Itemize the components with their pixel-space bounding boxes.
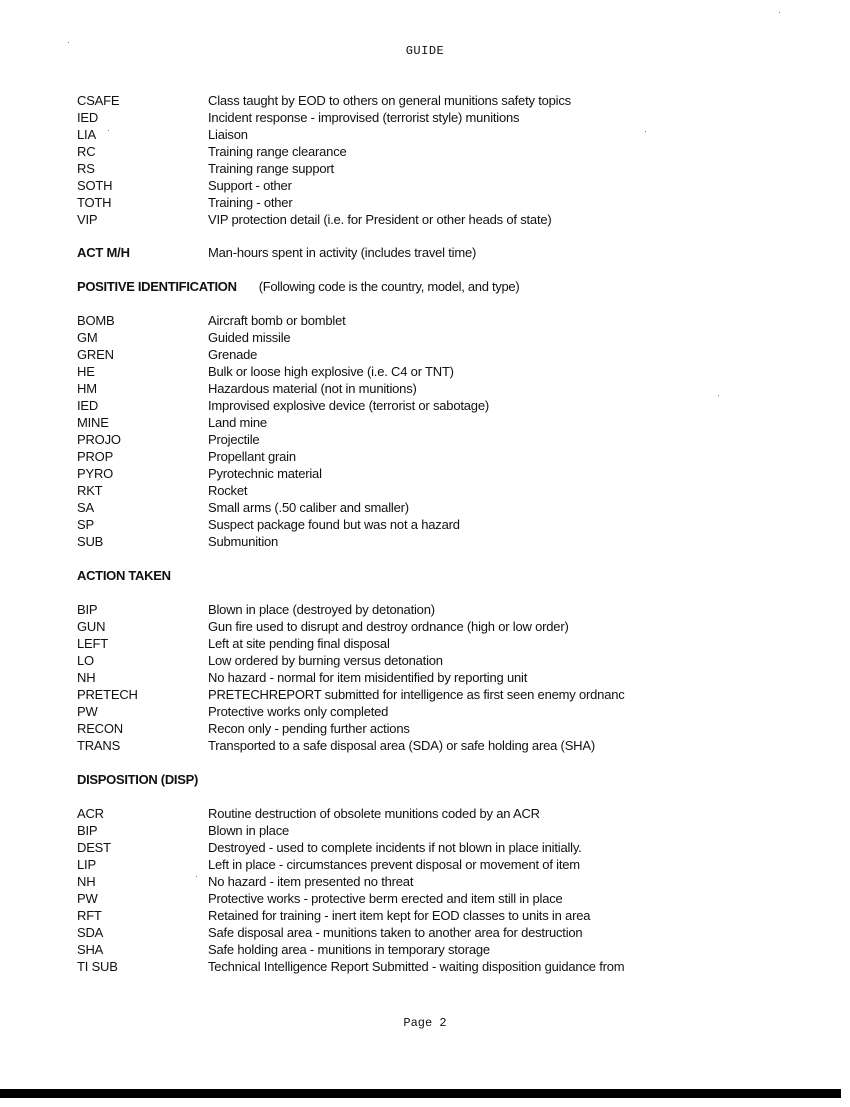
description: Small arms (.50 caliber and smaller) <box>208 500 409 515</box>
description: Projectile <box>208 432 260 447</box>
page-number: Page 2 <box>403 1016 447 1030</box>
description: Hazardous material (not in munitions) <box>208 381 417 396</box>
list-item <box>77 703 777 720</box>
list-item <box>77 856 777 873</box>
list-item <box>77 958 777 975</box>
list-item <box>77 143 777 160</box>
description: Left in place - circumstances prevent disposal or movement of item <box>208 857 580 872</box>
code: SP <box>77 517 94 532</box>
code: TRANS <box>77 738 121 753</box>
list-item <box>77 652 777 669</box>
scan-speck <box>645 131 646 132</box>
section-title-disposition: DISPOSITION (DISP) <box>77 772 199 787</box>
description: Low ordered by burning versus detonation <box>208 653 443 668</box>
code: SUB <box>77 534 104 549</box>
glossary-content <box>77 92 777 975</box>
description: Suspect package found but was not a hazard <box>208 517 460 532</box>
list-item <box>77 499 777 516</box>
description: Aircraft bomb or bomblet <box>208 313 346 328</box>
list-item <box>77 465 777 482</box>
spacer <box>77 295 777 312</box>
code: RFT <box>77 908 102 923</box>
list-item <box>77 805 777 822</box>
code: IED <box>77 398 99 413</box>
positive-identification-list <box>77 312 777 550</box>
code: BIP <box>77 823 98 838</box>
description: Rocket <box>208 483 248 498</box>
list-item <box>77 890 777 907</box>
list-item <box>77 907 777 924</box>
description: Training range support <box>208 161 334 176</box>
act-mh-row <box>77 244 777 261</box>
list-item <box>77 448 777 465</box>
description: Training range clearance <box>208 144 347 159</box>
code: VIP <box>77 212 98 227</box>
description: VIP protection detail (i.e. for President or other heads of state) <box>208 212 552 227</box>
description: Class taught by EOD to others on general munitions safety topics <box>208 93 571 108</box>
action-taken-list <box>77 601 777 754</box>
code: GREN <box>77 347 114 362</box>
list-item <box>77 873 777 890</box>
code: IED <box>77 110 99 125</box>
description: Technical Intelligence Report Submitted - waiting disposition guidance from <box>208 959 625 974</box>
code: BOMB <box>77 313 115 328</box>
code: DEST <box>77 840 111 855</box>
list-item <box>77 397 777 414</box>
list-item <box>77 924 777 941</box>
section-heading: POSITIVE IDENTIFICATION <box>77 279 237 294</box>
description: Guided missile <box>208 330 291 345</box>
description: Liaison <box>208 127 248 142</box>
description: Gun fire used to disrupt and destroy ordnance (high or low order) <box>208 619 569 634</box>
list-item <box>77 414 777 431</box>
code: BIP <box>77 602 98 617</box>
description: Safe disposal area - munitions taken to another area for destruction <box>208 925 583 940</box>
code: RC <box>77 144 96 159</box>
list-item <box>77 618 777 635</box>
list-item <box>77 92 777 109</box>
description: No hazard - item presented no threat <box>208 874 414 889</box>
code: GUN <box>77 619 106 634</box>
list-item <box>77 431 777 448</box>
description: Destroyed - used to complete incidents if not blown in place initially. <box>208 840 582 855</box>
code: PROJO <box>77 432 121 447</box>
section-title-action-taken: ACTION TAKEN <box>77 568 171 583</box>
code: RS <box>77 161 95 176</box>
scan-speck <box>68 42 69 43</box>
code: GM <box>77 330 98 345</box>
spacer <box>77 261 777 278</box>
description: Blown in place <box>208 823 290 838</box>
description: Grenade <box>208 347 258 362</box>
code: SDA <box>77 925 104 940</box>
description: Improvised explosive device (terrorist or sabotage) <box>208 398 489 413</box>
description: Routine destruction of obsolete munitions coded by an ACR <box>208 806 540 821</box>
code: CSAFE <box>77 93 120 108</box>
description: Training - other <box>208 195 293 210</box>
scan-speck <box>779 12 780 13</box>
list-item <box>77 380 777 397</box>
list-item <box>77 635 777 652</box>
code: HM <box>77 381 97 396</box>
description: Pyrotechnic material <box>208 466 322 481</box>
code: RECON <box>77 721 123 736</box>
scan-border-bar <box>0 1089 841 1098</box>
code: PRETECH <box>77 687 138 702</box>
description: Incident response - improvised (terrorist style) munitions <box>208 110 520 125</box>
scan-speck <box>196 876 197 877</box>
list-item <box>77 482 777 499</box>
code: HE <box>77 364 95 379</box>
code: SHA <box>77 942 104 957</box>
code: PROP <box>77 449 114 464</box>
code: LIA <box>77 127 96 142</box>
description: Recon only - pending further actions <box>208 721 410 736</box>
section-note: (Following code is the country, model, and type) <box>258 279 520 294</box>
description: Bulk or loose high explosive (i.e. C4 or TNT) <box>208 364 454 379</box>
description: Transported to a safe disposal area (SDA) or safe holding area (SHA) <box>208 738 595 753</box>
list-item <box>77 822 777 839</box>
disposition-list <box>77 805 777 975</box>
code: PYRO <box>77 466 114 481</box>
list-item <box>77 211 777 228</box>
description: Protective works - protective berm erected and item still in place <box>208 891 563 906</box>
code: PW <box>77 704 98 719</box>
list-item <box>77 312 777 329</box>
description: Safe holding area - munitions in temporary storage <box>208 942 490 957</box>
list-item <box>77 194 777 211</box>
code: RKT <box>77 483 103 498</box>
code: LO <box>77 653 94 668</box>
code: SA <box>77 500 94 515</box>
list-item <box>77 941 777 958</box>
description: Blown in place (destroyed by detonation) <box>208 602 435 617</box>
activity-code-list <box>77 92 777 228</box>
description: No hazard - normal for item misidentified by reporting unit <box>208 670 528 685</box>
code: NH <box>77 670 96 685</box>
description: Support - other <box>208 178 292 193</box>
code: MINE <box>77 415 109 430</box>
code: ACR <box>77 806 104 821</box>
description: Retained for training - inert item kept for EOD classes to units in area <box>208 908 591 923</box>
list-item <box>77 160 777 177</box>
list-item <box>77 737 777 754</box>
description: Left at site pending final disposal <box>208 636 390 651</box>
code: SOTH <box>77 178 113 193</box>
page-header-title: GUIDE <box>405 44 445 58</box>
list-item <box>77 177 777 194</box>
list-item <box>77 686 777 703</box>
spacer <box>77 228 777 244</box>
list-item <box>77 839 777 856</box>
section-title-positive-identification <box>77 278 777 295</box>
code: LIP <box>77 857 96 872</box>
scan-speck <box>718 395 719 396</box>
description: Propellant grain <box>208 449 296 464</box>
list-item <box>77 363 777 380</box>
description: Land mine <box>208 415 267 430</box>
description: Submunition <box>208 534 279 549</box>
description: Man-hours spent in activity (includes travel time) <box>208 245 477 260</box>
list-item <box>77 720 777 737</box>
description: Protective works only completed <box>208 704 389 719</box>
list-item <box>77 329 777 346</box>
code: TOTH <box>77 195 112 210</box>
spacer <box>77 550 777 567</box>
list-item <box>77 601 777 618</box>
scan-speck <box>108 130 109 131</box>
list-item <box>77 346 777 363</box>
code: LEFT <box>77 636 108 651</box>
spacer <box>77 584 777 601</box>
code: NH <box>77 874 96 889</box>
list-item <box>77 669 777 686</box>
list-item <box>77 516 777 533</box>
spacer <box>77 754 777 771</box>
list-item <box>77 109 777 126</box>
list-item <box>77 533 777 550</box>
description: PRETECHREPORT submitted for intelligence as first seen enemy ordnanc <box>208 687 625 702</box>
code: TI SUB <box>77 959 118 974</box>
code: ACT M/H <box>77 245 130 260</box>
spacer <box>77 788 777 805</box>
code: PW <box>77 891 98 906</box>
list-item <box>77 126 777 143</box>
